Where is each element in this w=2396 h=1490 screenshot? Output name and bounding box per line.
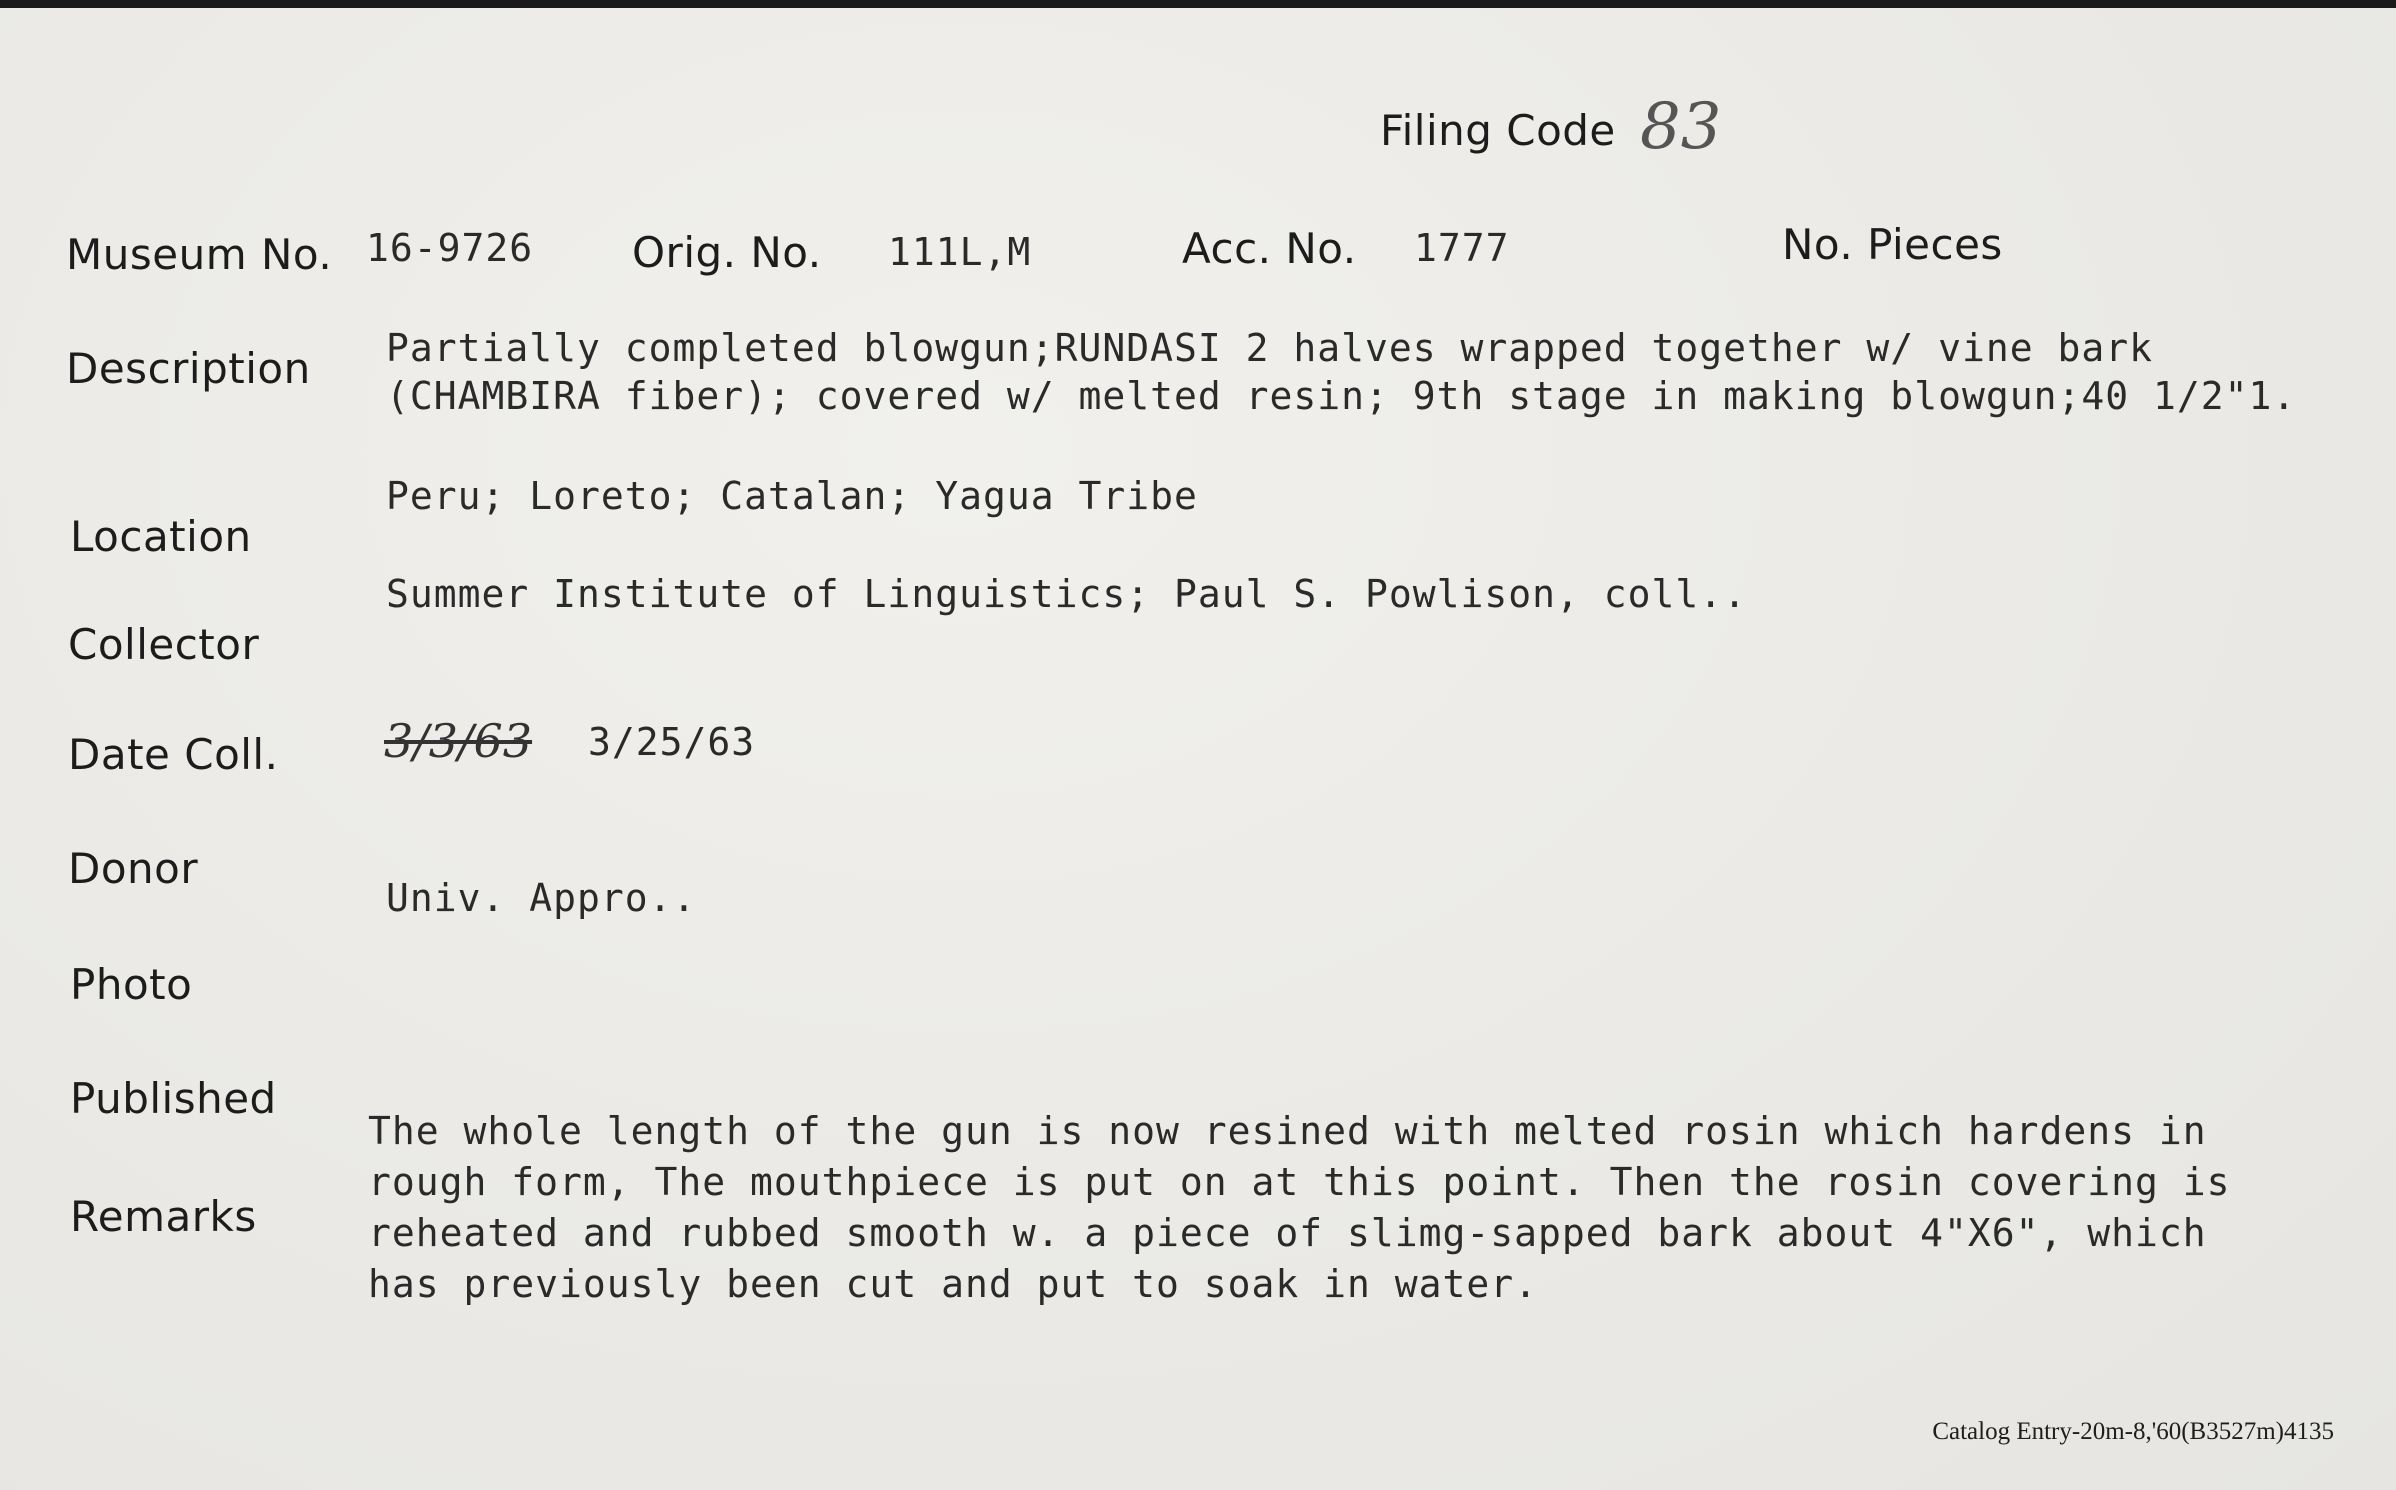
- acc-no-label: Acc. No.: [1182, 224, 1357, 273]
- date-coll-struck-value: 3/3/63: [384, 714, 533, 768]
- date-coll-label: Date Coll.: [68, 730, 279, 779]
- donor-label: Donor: [68, 844, 199, 893]
- museum-no-label: Museum No.: [66, 230, 333, 279]
- location-value: Peru; Loreto; Catalan; Yagua Tribe: [386, 474, 1198, 518]
- catalog-entry-footer: Catalog Entry-20m-8,'60(B3527m)4135: [1932, 1418, 2334, 1445]
- remarks-text: [368, 1106, 2368, 1310]
- donor-value: Univ. Appro..: [386, 876, 697, 920]
- remarks-line-3: reheated and rubbed smooth w. a piece of slimg-sapped bark about 4"X6", which: [368, 1211, 2207, 1255]
- remarks-line-2: rough form, The mouthpiece is put on at this point. Then the rosin covering is: [368, 1160, 2231, 1204]
- remarks-line-1: The whole length of the gun is now resined with melted rosin which hardens in: [368, 1109, 2207, 1153]
- published-label: Published: [70, 1074, 277, 1123]
- date-coll-value: 3/25/63: [588, 720, 756, 764]
- filing-code-label: Filing Code: [1380, 106, 1616, 155]
- remarks-line-4: has previously been cut and put to soak in water.: [368, 1262, 1539, 1306]
- museum-no-value: 16-9726: [366, 226, 534, 270]
- acc-no-value: 1777: [1414, 226, 1510, 270]
- catalog-card: [0, 8, 2396, 1490]
- location-label: Location: [70, 512, 252, 561]
- no-pieces-label: No. Pieces: [1782, 220, 2003, 269]
- collector-label: Collector: [68, 620, 260, 669]
- photo-label: Photo: [70, 960, 193, 1009]
- collector-value: Summer Institute of Linguistics; Paul S. Powlison, coll..: [386, 572, 1748, 616]
- remarks-label: Remarks: [70, 1192, 257, 1241]
- orig-no-label: Orig. No.: [632, 228, 822, 277]
- description-label: Description: [66, 344, 311, 393]
- description-line-1: Partially completed blowgun;RUNDASI 2 halves wrapped together w/ vine bark: [386, 326, 2153, 370]
- orig-no-value: 111L,M: [888, 230, 1032, 274]
- description-line-2: (CHAMBIRA fiber); covered w/ melted resin; 9th stage in making blowgun;40 1/2"1.: [386, 374, 2297, 418]
- filing-code-value: 83: [1640, 90, 1722, 164]
